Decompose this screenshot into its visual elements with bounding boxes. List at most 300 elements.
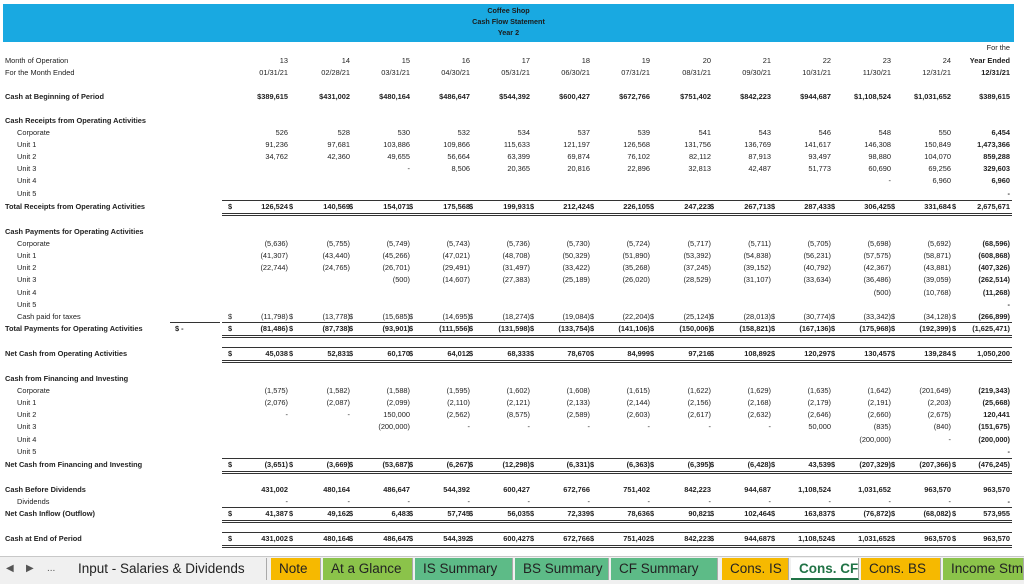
- value-cell[interactable]: 20,365: [507, 164, 530, 173]
- value-cell[interactable]: 78,636: [627, 509, 650, 518]
- value-cell[interactable]: (28,013): [743, 312, 771, 321]
- value-cell[interactable]: (33,422): [562, 263, 590, 272]
- value-cell[interactable]: 486,647: [383, 534, 410, 543]
- year-total-cell[interactable]: (266,899): [978, 312, 1010, 321]
- value-cell[interactable]: (33,634): [803, 275, 831, 284]
- value-cell[interactable]: (43,440): [322, 251, 350, 260]
- value-cell[interactable]: (87,738): [322, 324, 350, 333]
- value-cell[interactable]: 8,506: [451, 164, 470, 173]
- value-cell[interactable]: 537: [577, 128, 590, 137]
- value-cell[interactable]: (2,110): [447, 398, 470, 407]
- value-cell[interactable]: 57,745: [447, 509, 470, 518]
- value-cell[interactable]: (35,268): [622, 263, 650, 272]
- value-cell[interactable]: 528: [337, 128, 350, 137]
- value-cell[interactable]: -: [527, 422, 530, 431]
- value-cell[interactable]: -: [587, 422, 590, 431]
- value-cell[interactable]: (28,529): [683, 275, 711, 284]
- value-cell[interactable]: 45,038: [265, 349, 288, 358]
- year-total-cell[interactable]: 859,288: [983, 152, 1010, 161]
- value-cell[interactable]: 43,539: [808, 460, 831, 469]
- value-cell[interactable]: (158,821): [739, 324, 771, 333]
- value-cell[interactable]: 42,360: [327, 152, 350, 161]
- value-cell[interactable]: (5,730): [566, 239, 590, 248]
- year-total-cell[interactable]: (11,268): [982, 288, 1010, 297]
- value-cell[interactable]: -: [888, 497, 891, 506]
- value-cell[interactable]: 1,108,524: [798, 485, 831, 494]
- value-cell[interactable]: -: [285, 410, 288, 419]
- value-cell[interactable]: 842,223: [684, 485, 711, 494]
- value-cell[interactable]: 56,035: [507, 509, 530, 518]
- value-cell[interactable]: -: [407, 497, 410, 506]
- value-cell[interactable]: -: [948, 435, 951, 444]
- value-cell[interactable]: -: [527, 497, 530, 506]
- value-cell[interactable]: (37,245): [683, 263, 711, 272]
- value-cell[interactable]: (1,595): [446, 386, 470, 395]
- value-cell[interactable]: 944,687: [744, 534, 771, 543]
- value-cell[interactable]: (2,617): [687, 410, 711, 419]
- value-cell[interactable]: $600,427: [559, 92, 590, 101]
- value-cell[interactable]: 130,457: [864, 349, 891, 358]
- value-cell[interactable]: (39,152): [743, 263, 771, 272]
- value-cell[interactable]: (167,136): [799, 324, 831, 333]
- next-sheet-icon[interactable]: ▶: [26, 563, 34, 574]
- value-cell[interactable]: (1,582): [326, 386, 350, 395]
- year-total-cell[interactable]: (151,675): [978, 422, 1010, 431]
- value-cell[interactable]: $431,002: [319, 92, 350, 101]
- value-cell[interactable]: (22,204): [622, 312, 650, 321]
- value-cell[interactable]: $544,392: [499, 92, 530, 101]
- value-cell[interactable]: (500): [392, 275, 410, 284]
- value-cell[interactable]: (201,649): [919, 386, 951, 395]
- value-cell[interactable]: (53,392): [683, 251, 711, 260]
- value-cell[interactable]: (1,575): [264, 386, 288, 395]
- value-cell[interactable]: (10,768): [923, 288, 951, 297]
- prev-sheet-icon[interactable]: ◀: [6, 563, 14, 574]
- value-cell[interactable]: (43,881): [923, 263, 951, 272]
- value-cell[interactable]: 93,497: [808, 152, 831, 161]
- value-cell[interactable]: 87,913: [748, 152, 771, 161]
- value-cell[interactable]: (76,872): [863, 509, 891, 518]
- value-cell[interactable]: 154,071: [383, 202, 410, 211]
- value-cell[interactable]: (3,651): [264, 460, 288, 469]
- value-cell[interactable]: 97,681: [327, 140, 350, 149]
- value-cell[interactable]: $842,223: [740, 92, 771, 101]
- value-cell[interactable]: 600,427: [503, 534, 530, 543]
- sheet-tab[interactable]: BS Summary: [515, 558, 609, 580]
- value-cell[interactable]: (207,329): [859, 460, 891, 469]
- year-total-cell[interactable]: -: [1007, 189, 1010, 198]
- value-cell[interactable]: -: [888, 176, 891, 185]
- value-cell[interactable]: 126,524: [261, 202, 288, 211]
- sheet-tab[interactable]: Income Stm: [943, 558, 1024, 580]
- value-cell[interactable]: 1,031,652: [858, 485, 891, 494]
- value-cell[interactable]: (2,646): [807, 410, 831, 419]
- value-cell[interactable]: 20,816: [567, 164, 590, 173]
- value-cell[interactable]: (5,692): [927, 239, 951, 248]
- value-cell[interactable]: 530: [397, 128, 410, 137]
- value-cell[interactable]: 6,960: [932, 176, 951, 185]
- value-cell[interactable]: 212,424: [563, 202, 590, 211]
- value-cell[interactable]: (6,428): [747, 460, 771, 469]
- value-cell[interactable]: 431,002: [261, 485, 288, 494]
- value-cell[interactable]: (56,231): [803, 251, 831, 260]
- value-cell[interactable]: 331,684: [924, 202, 951, 211]
- value-cell[interactable]: (5,698): [867, 239, 891, 248]
- value-cell[interactable]: 63,399: [507, 152, 530, 161]
- value-cell[interactable]: 672,766: [563, 485, 590, 494]
- value-cell[interactable]: 72,339: [567, 509, 590, 518]
- value-cell[interactable]: (5,736): [506, 239, 530, 248]
- value-cell[interactable]: 267,713: [744, 202, 771, 211]
- value-cell[interactable]: -: [647, 497, 650, 506]
- year-total-cell[interactable]: (1,625,471): [972, 324, 1010, 333]
- value-cell[interactable]: (45,266): [382, 251, 410, 260]
- year-total-cell[interactable]: (262,514): [978, 275, 1010, 284]
- value-cell[interactable]: (1,622): [687, 386, 711, 395]
- value-cell[interactable]: (2,156): [687, 398, 711, 407]
- value-cell[interactable]: 944,687: [744, 485, 771, 494]
- value-cell[interactable]: -: [407, 164, 410, 173]
- value-cell[interactable]: (2,179): [807, 398, 831, 407]
- year-total-cell[interactable]: 963,570: [983, 485, 1010, 494]
- value-cell[interactable]: 431,002: [261, 534, 288, 543]
- value-cell[interactable]: (175,968): [859, 324, 891, 333]
- value-cell[interactable]: $672,766: [619, 92, 650, 101]
- value-cell[interactable]: 60,170: [387, 349, 410, 358]
- value-cell[interactable]: (27,383): [502, 275, 530, 284]
- value-cell[interactable]: (2,675): [927, 410, 951, 419]
- value-cell[interactable]: 42,487: [748, 164, 771, 173]
- value-cell[interactable]: 91,236: [265, 140, 288, 149]
- value-cell[interactable]: 546: [818, 128, 831, 137]
- value-cell[interactable]: (31,107): [743, 275, 771, 284]
- value-cell[interactable]: 534: [517, 128, 530, 137]
- value-cell[interactable]: (5,636): [264, 239, 288, 248]
- sheet-tab[interactable]: Note: [271, 558, 321, 580]
- value-cell[interactable]: 60,690: [868, 164, 891, 173]
- value-cell[interactable]: (2,632): [747, 410, 771, 419]
- value-cell[interactable]: (33,342): [863, 312, 891, 321]
- value-cell[interactable]: 69,256: [928, 164, 951, 173]
- value-cell[interactable]: (6,267): [446, 460, 470, 469]
- value-cell[interactable]: $480,164: [379, 92, 410, 101]
- value-cell[interactable]: 141,617: [804, 140, 831, 149]
- value-cell[interactable]: -: [587, 497, 590, 506]
- value-cell[interactable]: (15,685): [382, 312, 410, 321]
- value-cell[interactable]: (50,329): [562, 251, 590, 260]
- value-cell[interactable]: 104,070: [924, 152, 951, 161]
- value-cell[interactable]: 287,433: [804, 202, 831, 211]
- value-cell[interactable]: (131,598): [498, 324, 530, 333]
- value-cell[interactable]: (1,602): [506, 386, 530, 395]
- value-cell[interactable]: (24,765): [322, 263, 350, 272]
- value-cell[interactable]: (1,642): [867, 386, 891, 395]
- value-cell[interactable]: (1,608): [566, 386, 590, 395]
- value-cell[interactable]: 548: [878, 128, 891, 137]
- value-cell[interactable]: (8,575): [506, 410, 530, 419]
- value-cell[interactable]: $944,687: [800, 92, 831, 101]
- value-cell[interactable]: (19,084): [562, 312, 590, 321]
- value-cell[interactable]: (25,124): [683, 312, 711, 321]
- value-cell[interactable]: (48,708): [502, 251, 530, 260]
- value-cell[interactable]: 306,425: [864, 202, 891, 211]
- year-total-cell[interactable]: (68,596): [982, 239, 1010, 248]
- value-cell[interactable]: -: [708, 497, 711, 506]
- value-cell[interactable]: 68,333: [507, 349, 530, 358]
- value-cell[interactable]: 51,773: [808, 164, 831, 173]
- value-cell[interactable]: 49,655: [387, 152, 410, 161]
- value-cell[interactable]: (13,778): [322, 312, 350, 321]
- value-cell[interactable]: 82,112: [688, 152, 711, 161]
- value-cell[interactable]: 199,931: [503, 202, 530, 211]
- value-cell[interactable]: (2,144): [626, 398, 650, 407]
- value-cell[interactable]: 526: [275, 128, 288, 137]
- value-cell[interactable]: 544,392: [443, 485, 470, 494]
- value-cell[interactable]: 90,821: [688, 509, 711, 518]
- value-cell[interactable]: (5,755): [326, 239, 350, 248]
- value-cell[interactable]: $1,108,524: [854, 92, 891, 101]
- value-cell[interactable]: 139,284: [924, 349, 951, 358]
- more-sheets-button[interactable]: ...: [47, 563, 56, 574]
- value-cell[interactable]: (2,133): [566, 398, 590, 407]
- value-cell[interactable]: -: [647, 422, 650, 431]
- value-cell[interactable]: 226,105: [623, 202, 650, 211]
- value-cell[interactable]: $486,647: [439, 92, 470, 101]
- value-cell[interactable]: 486,647: [383, 485, 410, 494]
- value-cell[interactable]: (2,121): [506, 398, 530, 407]
- value-cell[interactable]: 140,569: [323, 202, 350, 211]
- value-cell[interactable]: $389,615: [257, 92, 288, 101]
- value-cell[interactable]: 842,223: [684, 534, 711, 543]
- value-cell[interactable]: (18,274): [502, 312, 530, 321]
- value-cell[interactable]: -: [708, 422, 711, 431]
- value-cell[interactable]: (93,901): [382, 324, 410, 333]
- value-cell[interactable]: 131,756: [684, 140, 711, 149]
- year-total-cell[interactable]: (476,245): [978, 460, 1010, 469]
- value-cell[interactable]: (5,743): [446, 239, 470, 248]
- value-cell[interactable]: (835): [873, 422, 891, 431]
- value-cell[interactable]: 84,999: [627, 349, 650, 358]
- value-cell[interactable]: (11,798): [261, 312, 288, 321]
- year-total-cell[interactable]: 963,570: [983, 534, 1010, 543]
- value-cell[interactable]: (200,000): [378, 422, 410, 431]
- value-cell[interactable]: 69,874: [567, 152, 590, 161]
- year-total-cell[interactable]: 1,050,200: [977, 349, 1010, 358]
- value-cell[interactable]: 78,670: [567, 349, 590, 358]
- year-total-cell[interactable]: (407,326): [978, 263, 1010, 272]
- sheet-tab[interactable]: Cons. BS: [861, 558, 941, 580]
- value-cell[interactable]: (26,701): [382, 263, 410, 272]
- year-total-cell[interactable]: (25,668): [982, 398, 1010, 407]
- value-cell[interactable]: (6,395): [687, 460, 711, 469]
- value-cell[interactable]: (111,556): [439, 324, 470, 333]
- value-cell[interactable]: (41,307): [260, 251, 288, 260]
- value-cell[interactable]: 532: [457, 128, 470, 137]
- value-cell[interactable]: 115,633: [503, 140, 530, 149]
- year-total-cell[interactable]: (219,343): [978, 386, 1010, 395]
- value-cell[interactable]: (26,020): [622, 275, 650, 284]
- value-cell[interactable]: (1,629): [747, 386, 771, 395]
- sheet-tab[interactable]: Input - Salaries & Dividends: [70, 558, 267, 580]
- value-cell[interactable]: (57,575): [863, 251, 891, 260]
- value-cell[interactable]: (2,589): [566, 410, 590, 419]
- value-cell[interactable]: (141,106): [618, 324, 650, 333]
- value-cell[interactable]: (192,399): [919, 324, 951, 333]
- value-cell[interactable]: (5,749): [386, 239, 410, 248]
- value-cell[interactable]: 64,012: [447, 349, 470, 358]
- value-cell[interactable]: 600,427: [503, 485, 530, 494]
- sheet-tab[interactable]: Cons. CF: [791, 558, 859, 580]
- value-cell[interactable]: 103,886: [383, 140, 410, 149]
- value-cell[interactable]: (53,687): [382, 460, 410, 469]
- year-total-cell[interactable]: -: [1007, 497, 1010, 506]
- value-cell[interactable]: (2,076): [264, 398, 288, 407]
- value-cell[interactable]: -: [347, 410, 350, 419]
- value-cell[interactable]: 550: [938, 128, 951, 137]
- value-cell[interactable]: (1,635): [807, 386, 831, 395]
- value-cell[interactable]: 146,308: [864, 140, 891, 149]
- value-cell[interactable]: 102,464: [744, 509, 771, 518]
- value-cell[interactable]: 120,297: [804, 349, 831, 358]
- value-cell[interactable]: -: [285, 497, 288, 506]
- value-cell[interactable]: 97,216: [688, 349, 711, 358]
- year-total-cell[interactable]: 1,473,366: [977, 140, 1010, 149]
- value-cell[interactable]: (39,059): [923, 275, 951, 284]
- value-cell[interactable]: 480,164: [323, 485, 350, 494]
- value-cell[interactable]: (2,087): [326, 398, 350, 407]
- value-cell[interactable]: 52,831: [327, 349, 350, 358]
- value-cell[interactable]: (25,189): [562, 275, 590, 284]
- value-cell[interactable]: 751,402: [623, 534, 650, 543]
- value-cell[interactable]: 98,880: [868, 152, 891, 161]
- value-cell[interactable]: -: [768, 497, 771, 506]
- value-cell[interactable]: (42,367): [863, 263, 891, 272]
- value-cell[interactable]: (47,021): [442, 251, 470, 260]
- year-total-cell[interactable]: 6,960: [991, 176, 1010, 185]
- value-cell[interactable]: 175,568: [443, 202, 470, 211]
- value-cell[interactable]: (5,724): [626, 239, 650, 248]
- value-cell[interactable]: 22,896: [627, 164, 650, 173]
- value-cell[interactable]: 963,570: [924, 534, 951, 543]
- value-cell[interactable]: (6,331): [566, 460, 590, 469]
- value-cell[interactable]: -: [948, 497, 951, 506]
- value-cell[interactable]: 539: [637, 128, 650, 137]
- value-cell[interactable]: 56,664: [447, 152, 470, 161]
- value-cell[interactable]: (6,363): [626, 460, 650, 469]
- value-cell[interactable]: 41,387: [265, 509, 288, 518]
- value-cell[interactable]: (2,603): [626, 410, 650, 419]
- value-cell[interactable]: 480,164: [323, 534, 350, 543]
- value-cell[interactable]: (36,486): [863, 275, 891, 284]
- value-cell[interactable]: $1,031,652: [914, 92, 951, 101]
- sheet-tab[interactable]: Cons. IS: [722, 558, 789, 580]
- value-cell[interactable]: 6,483: [391, 509, 410, 518]
- value-cell[interactable]: 49,162: [327, 509, 350, 518]
- value-cell[interactable]: (30,774): [803, 312, 831, 321]
- value-cell[interactable]: 672,766: [563, 534, 590, 543]
- year-total-cell[interactable]: 573,955: [983, 509, 1010, 518]
- value-cell[interactable]: (58,871): [923, 251, 951, 260]
- value-cell[interactable]: -: [467, 422, 470, 431]
- value-cell[interactable]: (40,792): [803, 263, 831, 272]
- value-cell[interactable]: -: [768, 422, 771, 431]
- value-cell[interactable]: (34,128): [923, 312, 951, 321]
- value-cell[interactable]: (500): [873, 288, 891, 297]
- value-cell[interactable]: (2,191): [867, 398, 891, 407]
- value-cell[interactable]: 34,762: [265, 152, 288, 161]
- value-cell[interactable]: 126,568: [623, 140, 650, 149]
- value-cell[interactable]: 1,031,652: [858, 534, 891, 543]
- value-cell[interactable]: 150,000: [383, 410, 410, 419]
- value-cell[interactable]: (31,497): [502, 263, 530, 272]
- value-cell[interactable]: (150,006): [679, 324, 711, 333]
- value-cell[interactable]: 76,102: [627, 152, 650, 161]
- value-cell[interactable]: (14,607): [442, 275, 470, 284]
- value-cell[interactable]: (200,000): [859, 435, 891, 444]
- year-total-cell[interactable]: (200,000): [978, 435, 1010, 444]
- value-cell[interactable]: 541: [698, 128, 711, 137]
- year-total-cell[interactable]: 329,603: [983, 164, 1010, 173]
- value-cell[interactable]: (840): [933, 422, 951, 431]
- value-cell[interactable]: 108,892: [744, 349, 771, 358]
- year-total-cell[interactable]: -: [1007, 300, 1010, 309]
- value-cell[interactable]: (2,099): [386, 398, 410, 407]
- value-cell[interactable]: 751,402: [623, 485, 650, 494]
- year-total-cell[interactable]: 6,454: [991, 128, 1010, 137]
- value-cell[interactable]: (2,203): [927, 398, 951, 407]
- value-cell[interactable]: (5,705): [807, 239, 831, 248]
- value-cell[interactable]: 32,813: [688, 164, 711, 173]
- sheet-tab[interactable]: At a Glance: [323, 558, 413, 580]
- value-cell[interactable]: 109,866: [443, 140, 470, 149]
- value-cell[interactable]: (54,838): [743, 251, 771, 260]
- value-cell[interactable]: 136,769: [744, 140, 771, 149]
- value-cell[interactable]: 50,000: [808, 422, 831, 431]
- value-cell[interactable]: 121,197: [563, 140, 590, 149]
- value-cell[interactable]: (2,562): [446, 410, 470, 419]
- sheet-tab[interactable]: IS Summary: [415, 558, 513, 580]
- value-cell[interactable]: (3,669): [326, 460, 350, 469]
- value-cell[interactable]: (5,717): [687, 239, 711, 248]
- value-cell[interactable]: $751,402: [680, 92, 711, 101]
- value-cell[interactable]: (207,366): [919, 460, 951, 469]
- value-cell[interactable]: 543: [758, 128, 771, 137]
- value-cell[interactable]: 247,223: [684, 202, 711, 211]
- value-cell[interactable]: (12,298): [502, 460, 530, 469]
- value-cell[interactable]: (68,082): [923, 509, 951, 518]
- year-total-cell[interactable]: 120,441: [983, 410, 1010, 419]
- year-total-cell[interactable]: $389,615: [979, 92, 1010, 101]
- value-cell[interactable]: (2,660): [867, 410, 891, 419]
- value-cell[interactable]: 963,570: [924, 485, 951, 494]
- value-cell[interactable]: (1,588): [386, 386, 410, 395]
- value-cell[interactable]: (2,168): [747, 398, 771, 407]
- value-cell[interactable]: 163,837: [804, 509, 831, 518]
- value-cell[interactable]: (51,890): [622, 251, 650, 260]
- value-cell[interactable]: (22,744): [260, 263, 288, 272]
- value-cell[interactable]: 1,108,524: [798, 534, 831, 543]
- value-cell[interactable]: (29,491): [442, 263, 470, 272]
- value-cell[interactable]: -: [467, 497, 470, 506]
- value-cell[interactable]: -: [347, 497, 350, 506]
- value-cell[interactable]: (14,695): [442, 312, 470, 321]
- year-total-cell[interactable]: -: [1007, 447, 1010, 456]
- value-cell[interactable]: (5,711): [748, 239, 771, 248]
- sheet-tab[interactable]: CF Summary: [611, 558, 718, 580]
- value-cell[interactable]: (81,486): [260, 324, 288, 333]
- value-cell[interactable]: 544,392: [443, 534, 470, 543]
- value-cell[interactable]: 150,849: [924, 140, 951, 149]
